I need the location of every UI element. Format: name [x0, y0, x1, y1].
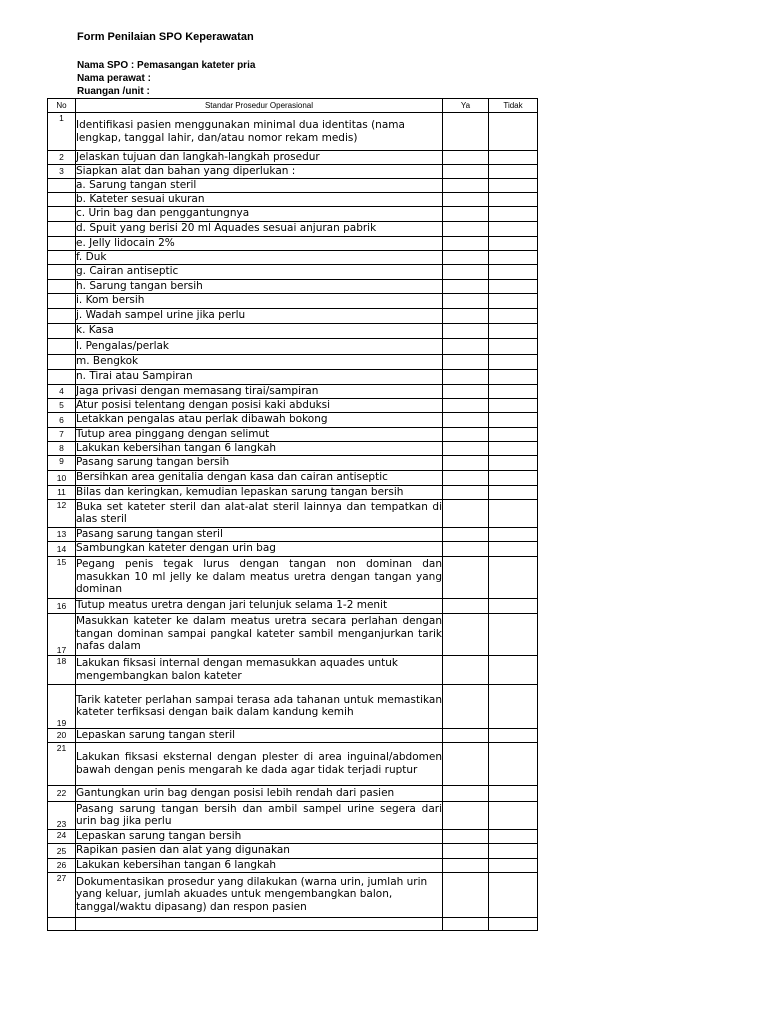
row-procedure-step: Tutup meatus uretra dengan jari telunjuk selama 1-2 menit	[76, 598, 443, 613]
table-row	[48, 113, 538, 151]
column-header-ya: Ya	[443, 99, 489, 113]
row-number: 11	[48, 485, 76, 499]
row-procedure-step: Atur posisi telentang dengan posisi kaki abduksi	[76, 398, 443, 412]
row-procedure-step: Dokumentasikan prosedur yang dilakukan (warna urin, jumlah urin yang keluar, jumlah akuades untuk mengembangkan balon, tanggal/waktu dipasang) dan respon pasien	[76, 872, 443, 917]
table-row	[48, 206, 538, 221]
tidak-checkbox-cell[interactable]	[489, 499, 538, 527]
tidak-checkbox-cell[interactable]	[489, 178, 538, 192]
column-header-no: No	[48, 99, 76, 113]
table-row	[48, 470, 538, 485]
ya-checkbox-cell[interactable]	[443, 843, 489, 858]
row-procedure-step: b. Kateter sesuai ukuran	[76, 192, 443, 206]
row-procedure-step: e. Jelly lidocain 2%	[76, 236, 443, 250]
row-procedure-step: Lepaskan sarung tangan bersih	[76, 829, 443, 843]
row-number: 3	[48, 164, 76, 178]
row-number	[48, 178, 76, 192]
ya-checkbox-cell[interactable]	[443, 742, 489, 785]
tidak-checkbox-cell[interactable]	[489, 785, 538, 801]
ya-checkbox-cell[interactable]	[443, 527, 489, 541]
ya-checkbox-cell[interactable]	[443, 113, 489, 151]
tidak-checkbox-cell[interactable]	[489, 485, 538, 499]
row-number: 9	[48, 455, 76, 470]
row-number	[48, 236, 76, 250]
row-number: 8	[48, 441, 76, 455]
table-row	[48, 785, 538, 801]
row-number	[48, 917, 76, 930]
row-number: 15	[48, 556, 76, 598]
table-row	[48, 264, 538, 279]
tidak-checkbox-cell[interactable]	[489, 384, 538, 398]
tidak-checkbox-cell[interactable]	[489, 541, 538, 556]
ya-checkbox-cell[interactable]	[443, 858, 489, 872]
row-number: 18	[48, 655, 76, 684]
ya-checkbox-cell[interactable]	[443, 279, 489, 293]
table-row	[48, 527, 538, 541]
ya-checkbox-cell[interactable]	[443, 785, 489, 801]
ya-checkbox-cell[interactable]	[443, 412, 489, 427]
row-procedure-step: Sambungkan kateter dengan urin bag	[76, 541, 443, 556]
ya-checkbox-cell[interactable]	[443, 872, 489, 917]
tidak-checkbox-cell[interactable]	[489, 206, 538, 221]
row-number: 5	[48, 398, 76, 412]
ya-checkbox-cell[interactable]	[443, 556, 489, 598]
row-procedure-step: Pasang sarung tangan bersih	[76, 455, 443, 470]
table-row	[48, 684, 538, 728]
row-procedure-step: Tutup area pinggang dengan selimut	[76, 427, 443, 441]
row-number: 21	[48, 742, 76, 785]
row-number: 26	[48, 858, 76, 872]
row-procedure-step: h. Sarung tangan bersih	[76, 279, 443, 293]
tidak-checkbox-cell[interactable]	[489, 279, 538, 293]
ya-checkbox-cell[interactable]	[443, 151, 489, 165]
tidak-checkbox-cell[interactable]	[489, 164, 538, 178]
nama-perawat-label: Nama perawat :	[77, 73, 151, 84]
table-row	[48, 164, 538, 178]
nama-spo-label: Nama SPO : Pemasangan kateter pria	[77, 60, 256, 71]
row-number: 20	[48, 728, 76, 742]
ya-checkbox-cell[interactable]	[443, 598, 489, 613]
row-number	[48, 293, 76, 308]
row-procedure-step	[76, 917, 443, 930]
tidak-checkbox-cell[interactable]	[489, 427, 538, 441]
tidak-checkbox-cell[interactable]	[489, 613, 538, 655]
row-number	[48, 250, 76, 264]
table-row	[48, 308, 538, 323]
table-row	[48, 499, 538, 527]
tidak-checkbox-cell[interactable]	[489, 742, 538, 785]
ya-checkbox-cell[interactable]	[443, 236, 489, 250]
table-row	[48, 485, 538, 499]
tidak-checkbox-cell[interactable]	[489, 655, 538, 684]
row-procedure-step: Pegang penis tegak lurus dengan tangan non dominan dan masukkan 10 ml jelly ke dalam meatus uretra dengan tangan yang dominan	[76, 556, 443, 598]
ya-checkbox-cell[interactable]	[443, 613, 489, 655]
ya-checkbox-cell[interactable]	[443, 323, 489, 338]
row-procedure-step: j. Wadah sampel urine jika perlu	[76, 308, 443, 323]
row-number: 7	[48, 427, 76, 441]
tidak-checkbox-cell[interactable]	[489, 917, 538, 930]
table-row	[48, 398, 538, 412]
row-number	[48, 338, 76, 354]
row-procedure-step: Letakkan pengalas atau perlak dibawah bokong	[76, 412, 443, 427]
table-row	[48, 843, 538, 858]
table-row	[48, 858, 538, 872]
table-row	[48, 279, 538, 293]
row-procedure-step: Lepaskan sarung tangan steril	[76, 728, 443, 742]
row-number: 6	[48, 412, 76, 427]
row-number: 24	[48, 829, 76, 843]
ya-checkbox-cell[interactable]	[443, 293, 489, 308]
table-row	[48, 354, 538, 369]
row-number: 10	[48, 470, 76, 485]
ya-checkbox-cell[interactable]	[443, 441, 489, 455]
row-procedure-step: Siapkan alat dan bahan yang diperlukan :	[76, 164, 443, 178]
row-number	[48, 308, 76, 323]
row-procedure-step: Masukkan kateter ke dalam meatus uretra secara perlahan dengan tangan dominan sampai pangkal kateter sambil menganjurkan tarik nafas dalam	[76, 613, 443, 655]
row-number: 2	[48, 151, 76, 165]
ya-checkbox-cell[interactable]	[443, 801, 489, 829]
table-row	[48, 742, 538, 785]
row-number	[48, 369, 76, 384]
tidak-checkbox-cell[interactable]	[489, 369, 538, 384]
table-row	[48, 556, 538, 598]
row-number: 4	[48, 384, 76, 398]
row-number: 23	[48, 801, 76, 829]
ya-checkbox-cell[interactable]	[443, 250, 489, 264]
row-number: 22	[48, 785, 76, 801]
tidak-checkbox-cell[interactable]	[489, 338, 538, 354]
tidak-checkbox-cell[interactable]	[489, 308, 538, 323]
row-procedure-step: Jaga privasi dengan memasang tirai/sampiran	[76, 384, 443, 398]
tidak-checkbox-cell[interactable]	[489, 412, 538, 427]
column-header-tidak: Tidak	[489, 99, 538, 113]
row-procedure-step: Bilas dan keringkan, kemudian lepaskan sarung tangan bersih	[76, 485, 443, 499]
table-row	[48, 455, 538, 470]
row-number	[48, 206, 76, 221]
tidak-checkbox-cell[interactable]	[489, 527, 538, 541]
tidak-checkbox-cell[interactable]	[489, 858, 538, 872]
tidak-checkbox-cell[interactable]	[489, 441, 538, 455]
row-number: 13	[48, 527, 76, 541]
tidak-checkbox-cell[interactable]	[489, 470, 538, 485]
ya-checkbox-cell[interactable]	[443, 369, 489, 384]
form-title: Form Penilaian SPO Keperawatan	[77, 31, 254, 43]
row-procedure-step: Jelaskan tujuan dan langkah-langkah prosedur	[76, 151, 443, 165]
row-number	[48, 323, 76, 338]
table-row	[48, 338, 538, 354]
ya-checkbox-cell[interactable]	[443, 354, 489, 369]
row-procedure-step: c. Urin bag dan penggantungnya	[76, 206, 443, 221]
tidak-checkbox-cell[interactable]	[489, 843, 538, 858]
ya-checkbox-cell[interactable]	[443, 164, 489, 178]
row-procedure-step: Bersihkan area genitalia dengan kasa dan cairan antiseptic	[76, 470, 443, 485]
row-procedure-step: m. Bengkok	[76, 354, 443, 369]
ya-checkbox-cell[interactable]	[443, 427, 489, 441]
table-row	[48, 728, 538, 742]
ya-checkbox-cell[interactable]	[443, 541, 489, 556]
row-procedure-step: Identifikasi pasien menggunakan minimal dua identitas (nama lengkap, tanggal lahir, dan/atau nomor rekam medis)	[76, 113, 443, 151]
ya-checkbox-cell[interactable]	[443, 455, 489, 470]
column-header-standar: Standar Prosedur Operasional	[76, 99, 443, 113]
ya-checkbox-cell[interactable]	[443, 178, 489, 192]
table-row	[48, 655, 538, 684]
tidak-checkbox-cell[interactable]	[489, 801, 538, 829]
tidak-checkbox-cell[interactable]	[489, 323, 538, 338]
row-number: 16	[48, 598, 76, 613]
row-number	[48, 279, 76, 293]
row-procedure-step: k. Kasa	[76, 323, 443, 338]
table-row	[48, 250, 538, 264]
row-number: 1	[48, 113, 76, 151]
ya-checkbox-cell[interactable]	[443, 684, 489, 728]
table-row	[48, 613, 538, 655]
tidak-checkbox-cell[interactable]	[489, 728, 538, 742]
ya-checkbox-cell[interactable]	[443, 499, 489, 527]
tidak-checkbox-cell[interactable]	[489, 684, 538, 728]
row-procedure-step: f. Duk	[76, 250, 443, 264]
ya-checkbox-cell[interactable]	[443, 338, 489, 354]
ya-checkbox-cell[interactable]	[443, 655, 489, 684]
row-procedure-step: Lakukan kebersihan tangan 6 langkah	[76, 441, 443, 455]
ya-checkbox-cell[interactable]	[443, 398, 489, 412]
tidak-checkbox-cell[interactable]	[489, 264, 538, 279]
tidak-checkbox-cell[interactable]	[489, 113, 538, 151]
ya-checkbox-cell[interactable]	[443, 485, 489, 499]
row-procedure-step: Tarik kateter perlahan sampai terasa ada tahanan untuk memastikan kateter terfiksasi dengan baik dalam kandung kemih	[76, 684, 443, 728]
tidak-checkbox-cell[interactable]	[489, 872, 538, 917]
ya-checkbox-cell[interactable]	[443, 192, 489, 206]
table-row	[48, 178, 538, 192]
row-procedure-step: l. Pengalas/perlak	[76, 338, 443, 354]
spo-assessment-table	[47, 98, 538, 931]
tidak-checkbox-cell[interactable]	[489, 556, 538, 598]
ya-checkbox-cell[interactable]	[443, 308, 489, 323]
ya-checkbox-cell[interactable]	[443, 728, 489, 742]
tidak-checkbox-cell[interactable]	[489, 192, 538, 206]
tidak-checkbox-cell[interactable]	[489, 598, 538, 613]
table-row	[48, 441, 538, 455]
tidak-checkbox-cell[interactable]	[489, 455, 538, 470]
table-row	[48, 221, 538, 236]
tidak-checkbox-cell[interactable]	[489, 293, 538, 308]
tidak-checkbox-cell[interactable]	[489, 829, 538, 843]
table-row	[48, 369, 538, 384]
tidak-checkbox-cell[interactable]	[489, 221, 538, 236]
table-row	[48, 872, 538, 917]
row-number	[48, 221, 76, 236]
table-row	[48, 917, 538, 930]
row-number: 12	[48, 499, 76, 527]
table-row	[48, 541, 538, 556]
table-row	[48, 323, 538, 338]
ya-checkbox-cell[interactable]	[443, 384, 489, 398]
row-number: 27	[48, 872, 76, 917]
table-header-row	[48, 99, 538, 113]
row-procedure-step: Rapikan pasien dan alat yang digunakan	[76, 843, 443, 858]
row-procedure-step: Gantungkan urin bag dengan posisi lebih rendah dari pasien	[76, 785, 443, 801]
tidak-checkbox-cell[interactable]	[489, 354, 538, 369]
row-number	[48, 354, 76, 369]
row-procedure-step: g. Cairan antiseptic	[76, 264, 443, 279]
row-procedure-step: Buka set kateter steril dan alat-alat steril lainnya dan tempatkan di alas steril	[76, 500, 442, 526]
table-row	[48, 384, 538, 398]
table-row	[48, 412, 538, 427]
ruangan-unit-label: Ruangan /unit :	[77, 86, 150, 97]
row-procedure-step: Lakukan fiksasi eksternal dengan plester di area inguinal/abdomen bawah dengan penis mengarah ke dada agar tidak terjadi ruptur	[76, 742, 443, 785]
ya-checkbox-cell[interactable]	[443, 264, 489, 279]
row-procedure-step: Pasang sarung tangan bersih dan ambil sampel urine segera dari urin bag jika perlu	[76, 802, 442, 828]
ya-checkbox-cell[interactable]	[443, 470, 489, 485]
table-row	[48, 829, 538, 843]
row-procedure-step: Lakukan fiksasi internal dengan memasukkan aquades untuk mengembangkan balon kateter	[76, 655, 443, 684]
table-row	[48, 598, 538, 613]
row-procedure-step: Pasang sarung tangan steril	[76, 527, 443, 541]
row-procedure-step: n. Tirai atau Sampiran	[76, 369, 443, 384]
row-number: 19	[48, 684, 76, 728]
row-number	[48, 192, 76, 206]
table-row	[48, 192, 538, 206]
row-procedure-step: a. Sarung tangan steril	[76, 178, 443, 192]
row-number: 14	[48, 541, 76, 556]
row-procedure-step: d. Spuit yang berisi 20 ml Aquades sesuai anjuran pabrik	[76, 221, 443, 236]
ya-checkbox-cell[interactable]	[443, 206, 489, 221]
tidak-checkbox-cell[interactable]	[489, 398, 538, 412]
table-row	[48, 801, 538, 829]
row-number: 17	[48, 613, 76, 655]
row-procedure-step: Lakukan kebersihan tangan 6 langkah	[76, 858, 443, 872]
ya-checkbox-cell[interactable]	[443, 917, 489, 930]
table-row	[48, 236, 538, 250]
table-row	[48, 293, 538, 308]
row-number: 25	[48, 843, 76, 858]
tidak-checkbox-cell[interactable]	[489, 250, 538, 264]
table-row	[48, 151, 538, 165]
ya-checkbox-cell[interactable]	[443, 829, 489, 843]
ya-checkbox-cell[interactable]	[443, 221, 489, 236]
table-row	[48, 427, 538, 441]
tidak-checkbox-cell[interactable]	[489, 151, 538, 165]
row-number	[48, 264, 76, 279]
row-procedure-step: i. Kom bersih	[76, 293, 443, 308]
tidak-checkbox-cell[interactable]	[489, 236, 538, 250]
